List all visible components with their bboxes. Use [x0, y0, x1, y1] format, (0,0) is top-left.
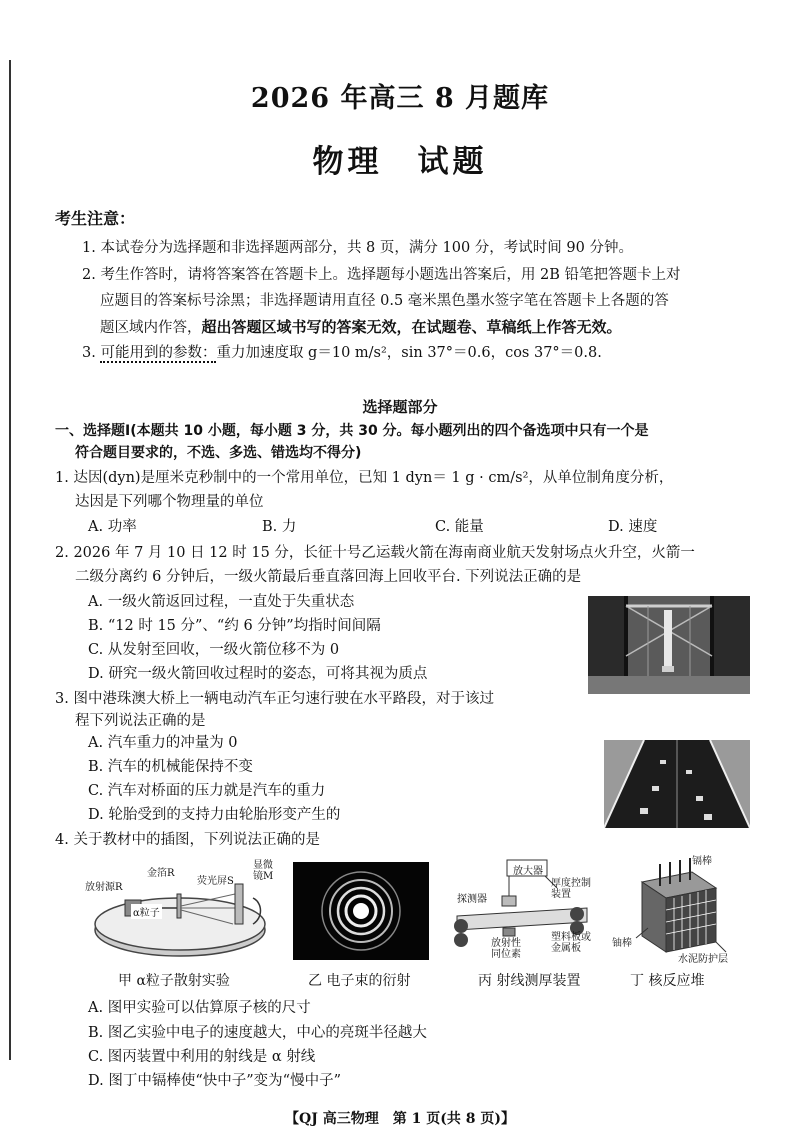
q4-option-d: D. 图丁中镉棒使“快中子”变为“慢中子” [88, 1073, 341, 1089]
q3-option-b: B. 汽车的机械能保持不变 [88, 759, 253, 775]
caption-fig-yi: 乙 电子束的衍射 [308, 973, 411, 989]
nuclear-reactor-figure [612, 852, 742, 964]
q3-option-d: D. 轮胎受到的支持力由轮胎形变产生的 [88, 807, 341, 823]
q1-option-a: A. 功率 [88, 519, 137, 535]
caption-fig-bing: 丙 射线测厚装置 [478, 973, 581, 989]
label-screen: 荧光屏S [197, 876, 234, 887]
notice-item-3-prefix: 3. [82, 345, 101, 361]
q2-stem-line-2: 二级分离约 6 分钟后，一级火箭最后垂直落回海上回收平台. 下列说法正确的是 [75, 569, 582, 585]
notice-item-2-line-2: 应题目的答案标号涂黑；非选择题请用直径 0.5 毫米黑色墨水签字笔在答题卡上各题的答 [100, 293, 669, 309]
page-footer: 【QJ 高三物理 第 1 页(共 8 页)】 [285, 1111, 515, 1127]
rocket-landing-illustration [588, 596, 750, 694]
q4-option-a: A. 图甲实验可以估算原子核的尺寸 [88, 1000, 311, 1016]
q1-stem-line-2: 达因是下列哪个物理量的单位 [75, 494, 264, 510]
q1-option-b: B. 力 [262, 519, 297, 535]
q2-option-a: A. 一级火箭返回过程，一直处于失重状态 [88, 594, 355, 610]
q3-option-c: C. 汽车对桥面的压力就是汽车的重力 [88, 783, 326, 799]
alpha-scattering-apparatus [85, 858, 275, 963]
notice-item-3 [82, 343, 602, 363]
q3-stem-line-2: 程下列说法正确的是 [75, 713, 206, 729]
rocket-landing-photo [588, 596, 750, 694]
label-cadmium-rod: 镉棒 [692, 856, 712, 867]
exam-title: 2026 年高三 8 月题库 [250, 83, 550, 114]
q3-stem-line-1: 3. 图中港珠澳大桥上一辆电动汽车正匀速行驶在水平路段，对于该过 [55, 691, 494, 707]
label-microscope: 显微镜M [253, 860, 274, 882]
caption-fig-jia: 甲 α粒子散射实验 [118, 973, 230, 989]
label-alpha-particle: α粒子 [131, 904, 162, 919]
notice-item-3-rest: 重力加速度取 g＝10 m/s²，sin 37°＝0.6，cos 37°＝0.8. [216, 345, 602, 361]
notice-heading: 考生注意： [55, 209, 136, 228]
label-isotope: 放射性同位素 [491, 938, 521, 960]
label-detector: 探测器 [457, 894, 487, 905]
electron-diffraction-figure [293, 862, 429, 960]
label-concrete-shield: 水泥防护层 [678, 954, 728, 965]
q2-stem-line-1: 2. 2026 年 7 月 10 日 12 时 15 分，长征十号乙运载火箭在海南商业航天发射场点火升空，火箭一 [55, 545, 695, 561]
part1-instructions-line-2: 符合题目要求的，不选、多选、错选均不得分) [75, 445, 362, 461]
q2-option-b: B. “12 时 15 分”、“约 6 分钟”均指时间间隔 [88, 618, 381, 634]
q1-stem-line-1: 1. 达因(dyn)是厘米克秒制中的一个常用单位，已知 1 dyn＝ 1 g · cm/s²，从单位制角度分析， [55, 470, 674, 486]
q1-option-c: C. 能量 [435, 519, 484, 535]
q4-stem-line-1: 4. 关于教材中的插图，下列说法正确的是 [55, 832, 320, 848]
q4-option-c: C. 图丙装置中利用的射线是 α 射线 [88, 1049, 316, 1065]
label-amplifier: 放大器 [513, 866, 543, 877]
q2-option-c: C. 从发射至回收，一级火箭位移不为 0 [88, 642, 340, 658]
notice-item-3-emphasis: 可能用到的参数： [100, 345, 217, 361]
q3-option-a: A. 汽车重力的冲量为 0 [88, 735, 238, 751]
part1-instructions-line-1: 一、选择题Ⅰ(本题共 10 小题，每小题 3 分，共 30 分。每小题列出的四个备选项中只有一个是 [55, 423, 649, 439]
notice-item-2-line-3 [100, 317, 622, 338]
bridge-photo [604, 740, 750, 828]
section-title: 选择题部分 [362, 398, 438, 416]
label-source: 放射源R [85, 882, 123, 893]
q1-option-d: D. 速度 [608, 519, 658, 535]
alpha-scattering-figure [85, 858, 275, 963]
subject-title: 物理 试题 [312, 144, 488, 180]
notice-item-2-line-3-bold: 超出答题区域书写的答案无效，在试题卷、草稿纸上作答无效。 [201, 318, 622, 336]
bridge-illustration [604, 740, 750, 828]
q2-option-d: D. 研究一级火箭回收过程时的姿态，可将其视为质点 [88, 666, 428, 682]
caption-fig-ding: 丁 核反应堆 [630, 973, 705, 989]
notice-item-2-line-3-plain: 题区域内作答， [100, 320, 202, 336]
thickness-gauge-figure [447, 858, 597, 963]
label-uranium-rod: 铀棒 [612, 938, 632, 949]
label-gold-foil: 金箔R [147, 868, 175, 879]
binding-margin-line [9, 60, 11, 1060]
diffraction-rings [293, 862, 429, 960]
label-thickness-control: 厚度控制装置 [551, 878, 591, 900]
notice-item-2-line-1: 2. 考生作答时，请将答案答在答题卡上。选择题每小题选出答案后，用 2B 铅笔把答题卡上对 [82, 267, 681, 283]
q4-option-b: B. 图乙实验中电子的速度越大，中心的亮斑半径越大 [88, 1025, 427, 1041]
label-plate: 塑料板或金属板 [551, 932, 591, 954]
notice-item-1: 1. 本试卷分为选择题和非选择题两部分，共 8 页，满分 100 分，考试时间 90 分钟。 [82, 240, 633, 256]
